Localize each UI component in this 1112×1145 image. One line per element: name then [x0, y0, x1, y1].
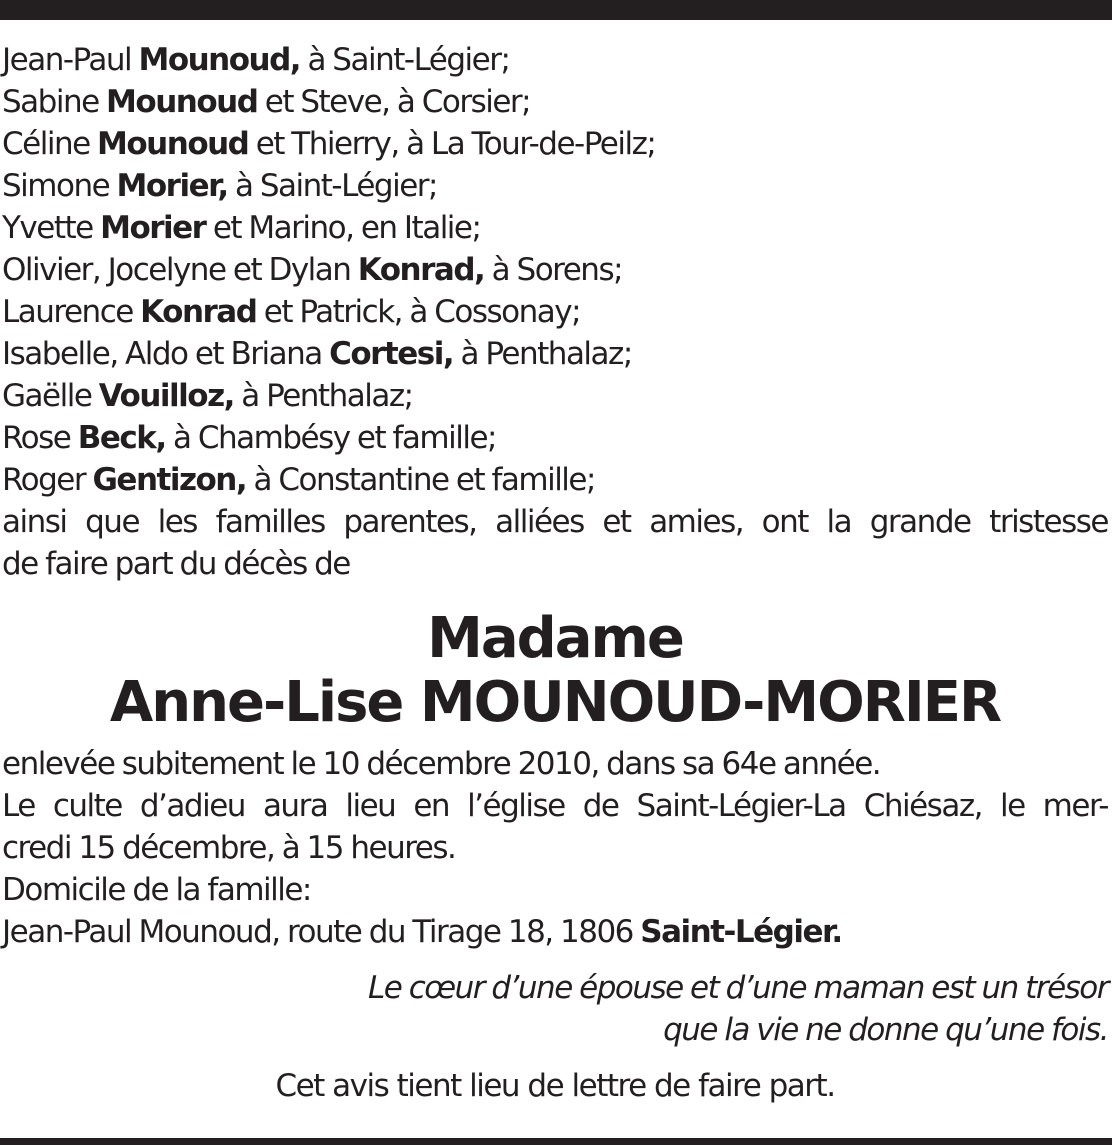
- service-info-last-line: credi 15 décembre, à 15 heures.: [2, 830, 456, 866]
- justified-word: grande: [869, 504, 971, 540]
- family-surname: Cortesi,: [329, 336, 454, 372]
- justified-word: de: [582, 788, 619, 824]
- family-line: Isabelle, Aldo et Briana Cortesi, à Penthalaz;: [2, 336, 632, 372]
- justified-word: ainsi: [2, 504, 67, 540]
- justified-word: les: [157, 504, 197, 540]
- justified-word: la: [826, 504, 852, 540]
- family-line: Gaëlle Vouilloz, à Penthalaz;: [2, 378, 413, 414]
- family-surname: Konrad: [140, 294, 257, 330]
- justified-word: familles: [215, 504, 325, 540]
- justified-word: que: [85, 504, 140, 540]
- justified-word: lieu: [345, 788, 396, 824]
- domicile-label: Domicile de la famille:: [2, 872, 311, 908]
- family-surname: Morier,: [116, 168, 228, 204]
- family-surname: Mounoud: [106, 84, 258, 120]
- justified-word: et: [602, 504, 631, 540]
- top-rule: [0, 0, 1112, 20]
- announcement-last-line: de faire part du décès de: [2, 546, 350, 582]
- family-surname: Gentizon,: [92, 462, 247, 498]
- justified-word: Le: [2, 788, 35, 824]
- family-line: Yvette Morier et Marino, en Italie;: [2, 210, 481, 246]
- memorial-quote: [2, 967, 1108, 1051]
- justified-word: ont: [761, 504, 808, 540]
- justified-word: parentes,: [343, 504, 477, 540]
- address-city: Saint-Légier.: [640, 914, 842, 950]
- justified-word: culte: [52, 788, 122, 824]
- family-line: Simone Morier, à Saint-Légier;: [2, 168, 437, 204]
- family-line: Rose Beck, à Chambésy et famille;: [2, 420, 496, 456]
- family-address: Jean-Paul Mounoud, route du Tirage 18, 1806 Saint-Légier.: [2, 914, 842, 950]
- justified-word: en: [413, 788, 450, 824]
- justified-word: l’église: [467, 788, 565, 824]
- family-line: Jean-Paul Mounoud, à Saint-Légier;: [2, 42, 510, 78]
- family-surname: Beck,: [77, 420, 166, 456]
- family-line: Sabine Mounoud et Steve, à Corsier;: [2, 84, 531, 120]
- family-line: Roger Gentizon, à Constantine et famille;: [2, 462, 595, 498]
- family-surname: Mounoud: [97, 126, 249, 162]
- quote-line-1: Le cœur d’une épouse et d’une maman est un trésor: [368, 970, 1108, 1006]
- family-surname: Konrad,: [357, 252, 485, 288]
- deceased-name: Anne-Lise MOUNOUD-MORIER: [109, 670, 1001, 735]
- justified-word: Saint-Légier-La: [636, 788, 846, 824]
- quote-line-2: que la vie ne donne qu’une fois.: [663, 1012, 1108, 1048]
- justified-word: Chiésaz,: [863, 788, 982, 824]
- justified-word: alliées: [495, 504, 584, 540]
- justified-word: tristesse: [989, 504, 1108, 540]
- justified-word: aura: [262, 788, 328, 824]
- deceased-title: Madame: [427, 606, 683, 671]
- justified-word: le: [999, 788, 1025, 824]
- family-line: Laurence Konrad et Patrick, à Cossonay;: [2, 294, 581, 330]
- death-info: enlevée subitement le 10 décembre 2010, dans sa 64e année.: [2, 746, 881, 782]
- family-surname: Mounoud,: [138, 42, 301, 78]
- justified-word: mer-: [1042, 788, 1108, 824]
- bottom-rule: [0, 1138, 1112, 1145]
- family-line: Olivier, Jocelyne et Dylan Konrad, à Sorens;: [2, 252, 623, 288]
- family-surname: Morier: [100, 210, 206, 246]
- justified-word: d’adieu: [139, 788, 245, 824]
- obituary-notice: [2, 39, 1108, 1107]
- service-info-line: [2, 785, 1108, 827]
- family-line: Céline Mounoud et Thierry, à La Tour-de-Peilz;: [2, 126, 656, 162]
- family-surname: Vouilloz,: [98, 378, 234, 414]
- justified-word: amies,: [649, 504, 744, 540]
- announcement-line: [2, 501, 1108, 543]
- family-list: [2, 39, 1108, 501]
- closing-notice: Cet avis tient lieu de lettre de faire part.: [275, 1068, 835, 1104]
